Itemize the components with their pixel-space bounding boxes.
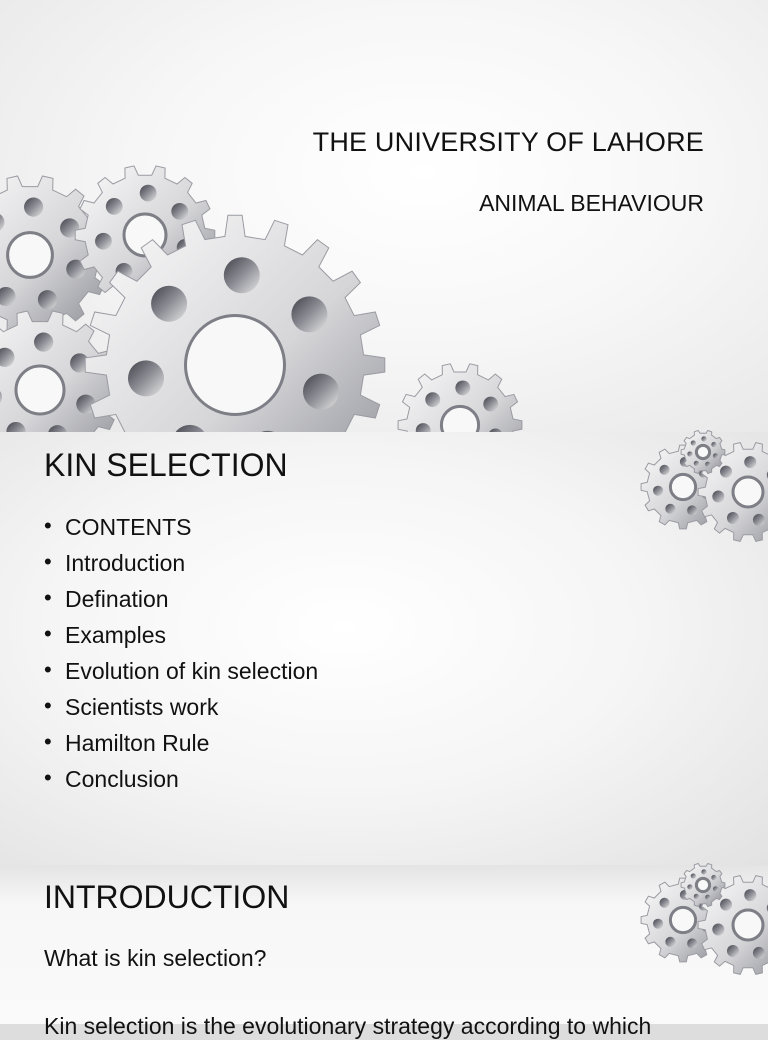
gear-hole [425, 392, 440, 407]
gear-hole [455, 380, 470, 395]
gear-hole [694, 894, 699, 899]
gear-hole [665, 937, 675, 947]
gear-hole [38, 290, 57, 309]
gear-hub [670, 474, 695, 499]
gear-hole [713, 453, 718, 458]
gears-illustration [628, 865, 768, 977]
gear-hole [711, 875, 716, 880]
list-item: • Introduction [44, 548, 318, 584]
list-item: • Scientists work [44, 692, 318, 728]
gear-hole [140, 185, 157, 202]
gear-hub [696, 445, 709, 458]
gear-hole [720, 466, 732, 478]
gear-hole [712, 923, 724, 935]
gear-hole [694, 461, 699, 466]
introduction-slide [0, 865, 768, 1039]
gear-hole [701, 436, 706, 441]
gear-hole [171, 203, 188, 220]
gears-illustration [628, 432, 768, 544]
gear-hole [224, 257, 260, 293]
list-item: • CONTENTS [44, 512, 318, 548]
gear-hole [705, 895, 710, 900]
body-text: Kin selection is the evolutionary strategy according to which [44, 1013, 652, 1039]
question-text: What is kin selection? [44, 945, 267, 971]
gear-hole [653, 919, 663, 929]
contents-list [44, 512, 318, 800]
gear-hole [705, 462, 710, 467]
gear-hole [701, 869, 706, 874]
gear-hole [753, 947, 765, 959]
list-item: • Defination [44, 584, 318, 620]
gear-hub [16, 366, 64, 414]
gear-hole [744, 456, 756, 468]
gear-hole [687, 451, 692, 456]
gears-illustration [0, 160, 530, 432]
slide-heading: INTRODUCTION [44, 879, 290, 915]
gear-hole [727, 945, 739, 957]
gear-hub [696, 878, 709, 891]
list-item: • Evolution of kin selection [44, 656, 318, 692]
contents-slide [0, 432, 768, 865]
gear-hole [34, 333, 53, 352]
gear-hole [713, 886, 718, 891]
gear-hole [711, 442, 716, 447]
course-title: ANIMAL BEHAVIOUR [479, 190, 704, 216]
gear-hole [712, 490, 724, 502]
gear-hole [687, 505, 697, 515]
gear-hole [660, 465, 670, 475]
gear-hole [24, 198, 43, 217]
gear-hole [691, 440, 696, 445]
gear-hole [653, 486, 663, 496]
gear-hole [128, 360, 164, 396]
slide-heading: KIN SELECTION [44, 447, 288, 483]
gear-hub [733, 910, 763, 940]
gear-hole [660, 898, 670, 908]
gear-hole [291, 296, 327, 332]
gear-hole [687, 884, 692, 889]
gear-hole [665, 504, 675, 514]
university-title: THE UNIVERSITY OF LAHORE [312, 127, 704, 157]
gear-hole [720, 899, 732, 911]
gear-hole [303, 374, 339, 410]
gear-hole [95, 233, 112, 250]
gear-hub [733, 477, 763, 507]
gear-hole [727, 512, 739, 524]
gear-hole [687, 938, 697, 948]
gear-hub [8, 233, 53, 278]
title-slide [0, 0, 768, 432]
list-item: • Examples [44, 620, 318, 656]
gear-hole [753, 514, 765, 526]
gear-hole [483, 397, 498, 412]
list-item: • Hamilton Rule [44, 728, 318, 764]
gear-hub [670, 907, 695, 932]
list-item: • Conclusion [44, 764, 318, 800]
gear-hub [186, 316, 285, 415]
gear-hole [106, 198, 123, 215]
gear-hole [744, 889, 756, 901]
gear-hole [151, 286, 187, 322]
gear-hole [691, 873, 696, 878]
